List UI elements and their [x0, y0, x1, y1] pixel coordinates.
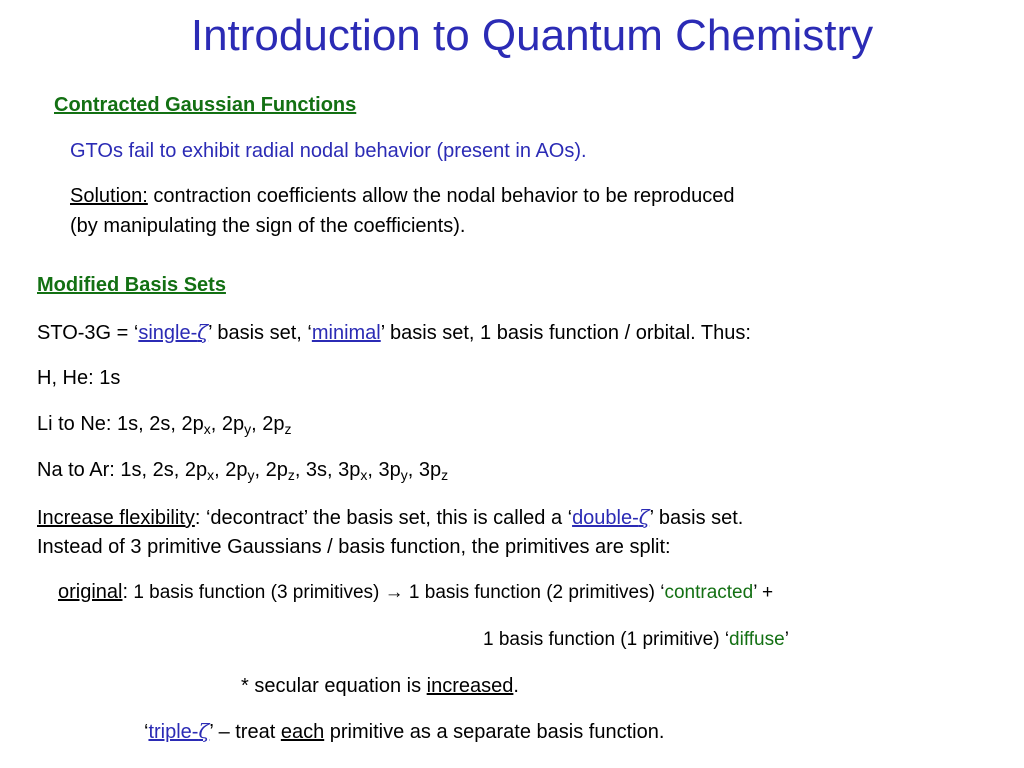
li-ne-line	[37, 410, 291, 438]
triple-open-quote: ‘	[144, 721, 149, 743]
secular-equation-line	[241, 672, 519, 700]
sto-3g-line	[37, 318, 751, 347]
zeta-symbol: ζ	[198, 719, 210, 743]
triple-zeta-text: triple-	[148, 721, 199, 743]
diffuse-text: 1 basis function (1 primitive) ‘	[483, 629, 730, 650]
li-ne-s2: , 2p	[210, 413, 245, 435]
increase-text1: : ‘decontract’ the basis set, this is called a ‘	[194, 507, 573, 529]
li-ne-pre: Li to Ne: 1s, 2s, 2p	[37, 413, 204, 435]
secular-end: .	[513, 675, 519, 697]
subscript-y: y	[247, 467, 255, 483]
triple-zeta-link[interactable]	[148, 721, 209, 743]
gto-statement: GTOs fail to exhibit radial nodal behavior (present in AOs).	[70, 140, 587, 162]
increase-flexibility-label: Increase flexibility	[37, 507, 195, 529]
contracted-term: contracted	[664, 582, 754, 603]
increase-flexibility-line-1	[37, 503, 743, 532]
diffuse-end: ’	[784, 629, 789, 650]
diffuse-term: diffuse	[729, 629, 785, 650]
na-ar-s5: , 3p	[367, 459, 401, 481]
original-text3: ’ +	[753, 582, 774, 603]
double-zeta-text: double-	[572, 507, 639, 529]
sto-post: ’ basis set, 1 basis function / orbital. Thus:	[380, 322, 751, 344]
zeta-symbol: ζ	[638, 505, 650, 529]
solution-line-1	[70, 182, 735, 210]
solution-label: Solution:	[70, 185, 148, 207]
section-heading-contracted-gaussian: Contracted Gaussian Functions	[54, 94, 357, 116]
double-zeta-link[interactable]	[572, 507, 650, 529]
slide-title: Introduction to Quantum Chemistry	[190, 11, 874, 60]
original-line	[58, 578, 773, 606]
original-colon: :	[122, 581, 129, 603]
sto-pre: STO-3G = ‘	[37, 322, 139, 344]
subscript-x: x	[360, 467, 368, 483]
triple-zeta-line	[144, 717, 664, 746]
diffuse-line	[483, 627, 789, 653]
subscript-z: z	[284, 421, 292, 437]
original-label: original	[58, 581, 123, 603]
original-text2: 1 basis function (2 primitives) ‘	[403, 582, 665, 603]
zeta-symbol: ζ	[197, 320, 209, 344]
single-zeta-text: single-	[138, 322, 198, 344]
arrow-icon: →	[384, 582, 404, 603]
na-ar-s2: , 2p	[214, 459, 248, 481]
subscript-x: x	[207, 467, 215, 483]
increase-text2: ’ basis set.	[649, 507, 744, 529]
each-term: each	[280, 721, 325, 743]
single-zeta-link[interactable]	[138, 322, 208, 344]
subscript-z: z	[287, 467, 295, 483]
na-ar-s4: , 3s, 3p	[294, 459, 361, 481]
section-heading-modified-basis-sets: Modified Basis Sets	[37, 274, 226, 296]
triple-end: primitive as a separate basis function.	[324, 721, 665, 743]
li-ne-s3: , 2p	[251, 413, 285, 435]
secular-text: * secular equation is	[241, 675, 427, 697]
increased-term: increased	[426, 675, 514, 697]
triple-text: ’ – treat	[209, 721, 281, 743]
sto-mid: ’ basis set, ‘	[208, 322, 312, 344]
original-text: 1 basis function (3 primitives)	[128, 582, 385, 603]
na-ar-pre: Na to Ar: 1s, 2s, 2p	[37, 459, 208, 481]
subscript-y: y	[244, 421, 252, 437]
solution-line-2: (by manipulating the sign of the coefficients).	[70, 215, 466, 237]
minimal-link[interactable]: minimal	[311, 322, 381, 344]
h-he-line: H, He: 1s	[37, 367, 121, 389]
na-ar-s3: , 2p	[254, 459, 288, 481]
subscript-y: y	[400, 467, 408, 483]
increase-flexibility-line-2: Instead of 3 primitive Gaussians / basis function, the primitives are split:	[37, 536, 671, 558]
solution-text: contraction coefficients allow the nodal behavior to be reproduced	[147, 185, 735, 207]
na-ar-line	[37, 456, 448, 484]
subscript-z: z	[441, 467, 449, 483]
subscript-x: x	[203, 421, 211, 437]
na-ar-s6: , 3p	[407, 459, 442, 481]
